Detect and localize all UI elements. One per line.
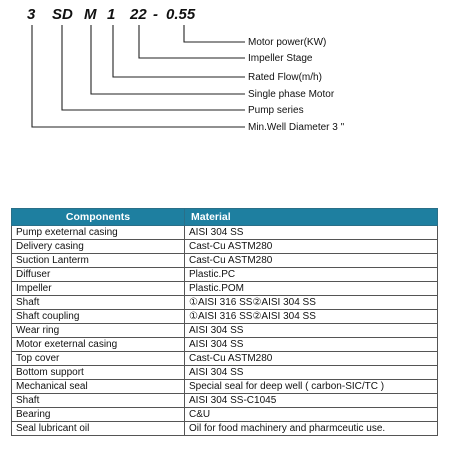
- component-cell: Pump exeternal casing: [12, 226, 185, 240]
- leader-line-motor: [91, 25, 245, 94]
- legend-single-phase-motor: Single phase Motor: [248, 89, 335, 100]
- code-part-stage: 22: [130, 6, 147, 23]
- table-row: [12, 254, 438, 268]
- legend-rated-flow: Rated Flow(m/h): [248, 72, 322, 83]
- material-cell: AISI 304 SS-C1045: [185, 394, 438, 408]
- material-cell: AISI 304 SS: [185, 366, 438, 380]
- component-cell: Mechanical seal: [12, 380, 185, 394]
- component-cell: Diffuser: [12, 268, 185, 282]
- legend-motor-power: Motor power(KW): [248, 37, 327, 48]
- model-code-diagram: [0, 0, 452, 200]
- material-cell: ①AISI 316 SS②AISI 304 SS: [185, 310, 438, 324]
- component-cell: Seal lubricant oil: [12, 422, 185, 436]
- table-row: [12, 394, 438, 408]
- code-part-power: 0.55: [166, 6, 196, 23]
- material-cell: Cast-Cu ASTM280: [185, 240, 438, 254]
- table-row: [12, 240, 438, 254]
- table-row: [12, 282, 438, 296]
- table-row: [12, 352, 438, 366]
- component-cell: Delivery casing: [12, 240, 185, 254]
- component-cell: Shaft coupling: [12, 310, 185, 324]
- leader-line-flow: [113, 25, 245, 77]
- component-cell: Shaft: [12, 296, 185, 310]
- component-cell: Bearing: [12, 408, 185, 422]
- component-cell: Impeller: [12, 282, 185, 296]
- table-row: [12, 408, 438, 422]
- table-row: [12, 296, 438, 310]
- component-cell: Suction Lanterm: [12, 254, 185, 268]
- legend-impeller-stage: Impeller Stage: [248, 53, 313, 64]
- leader-line-power: [184, 25, 245, 42]
- component-cell: Top cover: [12, 352, 185, 366]
- table-row: [12, 324, 438, 338]
- component-cell: Motor exeternal casing: [12, 338, 185, 352]
- header-components: Components: [12, 209, 185, 226]
- code-part-motor: M: [84, 6, 97, 23]
- material-cell: Oil for food machinery and pharmceutic use.: [185, 422, 438, 436]
- material-cell: Plastic.PC: [185, 268, 438, 282]
- material-cell: AISI 304 SS: [185, 226, 438, 240]
- code-part-flow: 1: [107, 6, 116, 23]
- material-cell: Cast-Cu ASTM280: [185, 352, 438, 366]
- table-row: [12, 268, 438, 282]
- component-cell: Bottom support: [12, 366, 185, 380]
- component-cell: Wear ring: [12, 324, 185, 338]
- material-cell: Cast-Cu ASTM280: [185, 254, 438, 268]
- material-cell: AISI 304 SS: [185, 338, 438, 352]
- material-cell: Special seal for deep well ( carbon-SIC/TC ): [185, 380, 438, 394]
- leader-line-series: [62, 25, 245, 110]
- material-cell: C&U: [185, 408, 438, 422]
- code-part-dash: -: [153, 6, 158, 23]
- code-part-diameter: 3: [27, 6, 36, 23]
- legend-pump-series: Pump series: [248, 105, 304, 116]
- table-row: [12, 366, 438, 380]
- material-cell: ①AISI 316 SS②AISI 304 SS: [185, 296, 438, 310]
- table-row: [12, 310, 438, 324]
- table-header-row: [12, 209, 438, 226]
- table-row: [12, 226, 438, 240]
- code-part-series: SD: [52, 6, 73, 23]
- table-row: [12, 422, 438, 436]
- legend-min-well-diameter: Min.Well Diameter 3 ": [248, 122, 345, 133]
- material-cell: Plastic.POM: [185, 282, 438, 296]
- materials-table: [11, 208, 438, 436]
- table-row: [12, 380, 438, 394]
- material-cell: AISI 304 SS: [185, 324, 438, 338]
- header-material: Material: [185, 209, 438, 226]
- table-row: [12, 338, 438, 352]
- component-cell: Shaft: [12, 394, 185, 408]
